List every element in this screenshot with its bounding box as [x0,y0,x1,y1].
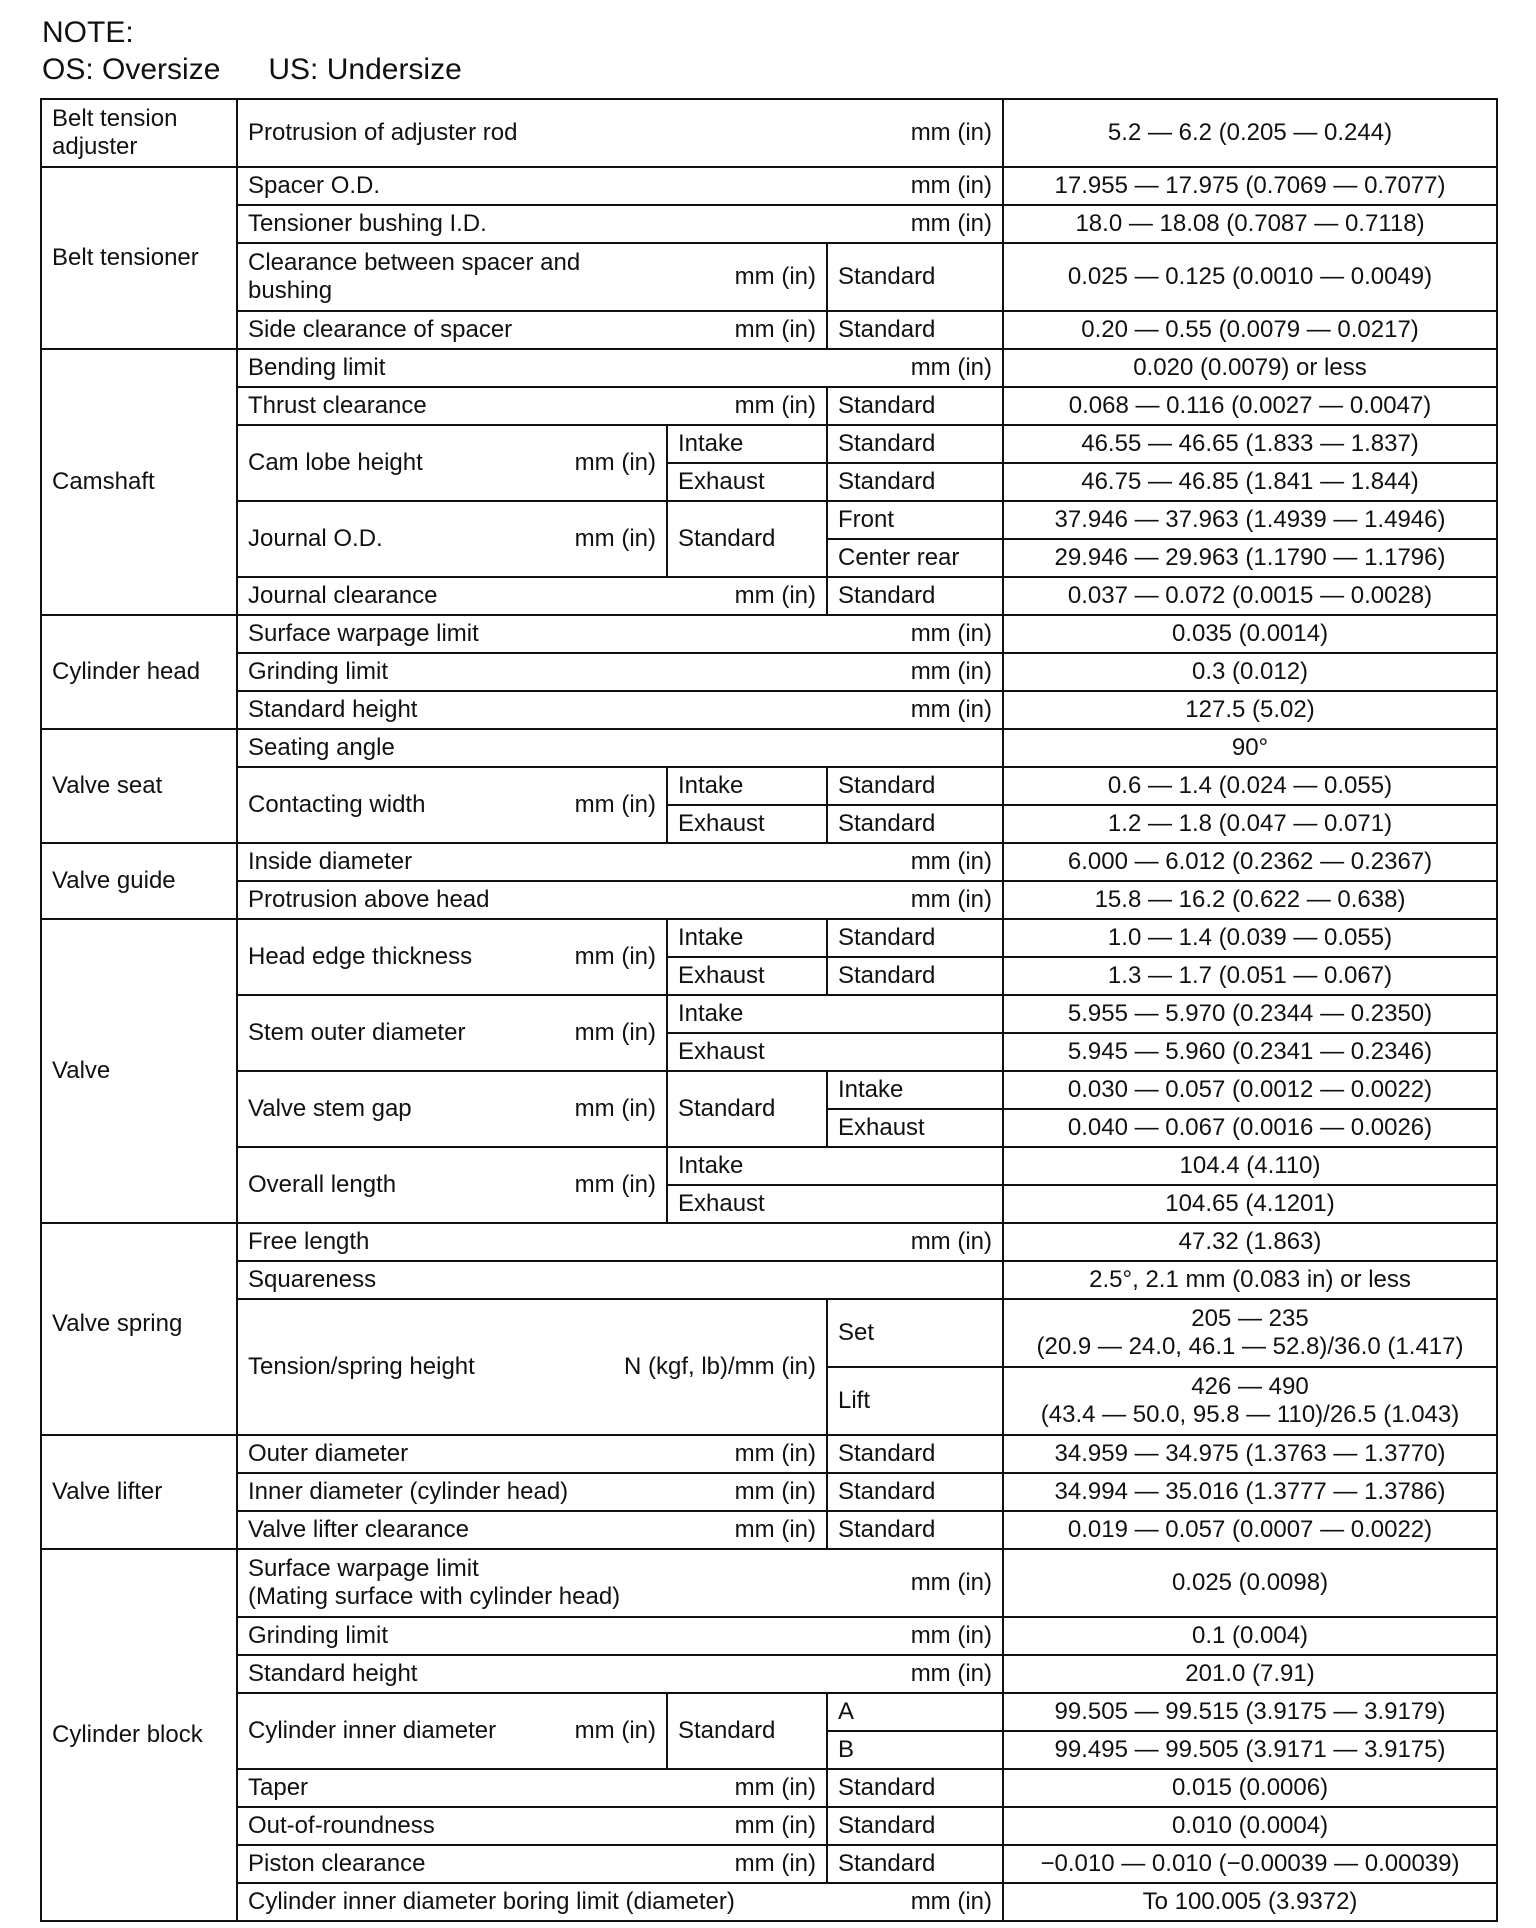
sub-cell: Lift [827,1367,1003,1435]
item-cell: Stem outer diameter mm (in) [237,995,667,1071]
item-cell: Bending limit mm (in) [237,349,1003,387]
value-cell: To 100.005 (3.9372) [1003,1883,1497,1921]
condition-cell: Standard [827,1435,1003,1473]
condition-cell: Standard [827,577,1003,615]
sub-cell: Exhaust [667,957,827,995]
value-cell: 18.0 — 18.08 (0.7087 — 0.7118) [1003,205,1497,243]
table-row [41,349,1497,387]
value-cell: 1.3 — 1.7 (0.051 — 0.067) [1003,957,1497,995]
value-cell: 15.8 — 16.2 (0.622 — 0.638) [1003,881,1497,919]
table-row [41,1299,1497,1367]
condition-cell: Standard [827,243,1003,311]
value-cell: 0.025 — 0.125 (0.0010 — 0.0049) [1003,243,1497,311]
sub-cell: Exhaust [827,1109,1003,1147]
table-row [41,1693,1497,1731]
value-cell: 205 — 235 (20.9 — 24.0, 46.1 — 52.8)/36.0 (1.417) [1003,1299,1497,1367]
value-cell: 0.025 (0.0098) [1003,1549,1497,1617]
table-row [41,243,1497,311]
value-cell: 0.010 (0.0004) [1003,1807,1497,1845]
condition-cell: Standard [827,463,1003,501]
table-row [41,767,1497,805]
sub-cell: Center rear [827,539,1003,577]
value-cell: 29.946 — 29.963 (1.1790 — 1.1796) [1003,539,1497,577]
value-cell: 0.20 — 0.55 (0.0079 — 0.0217) [1003,311,1497,349]
group-label: Cylinder block [41,1549,237,1921]
value-cell: 104.65 (4.1201) [1003,1185,1497,1223]
sub-cell: Intake [667,425,827,463]
item-cell: Overall length mm (in) [237,1147,667,1223]
condition-cell: Standard [827,387,1003,425]
group-label: Valve guide [41,843,237,919]
group-label: Valve lifter [41,1435,237,1549]
table-row [41,1261,1497,1299]
table-row [41,1807,1497,1845]
value-cell: 47.32 (1.863) [1003,1223,1497,1261]
condition-cell: Standard [827,1845,1003,1883]
item-cell: Surface warpage limit mm (in) [237,615,1003,653]
sub-cell: Exhaust [667,1033,1003,1071]
note-oversize: OS: Oversize [42,53,221,86]
item-cell: Out-of-roundness mm (in) [237,1807,827,1845]
item-cell: Inner diameter (cylinder head) mm (in) [237,1473,827,1511]
note-block [42,14,462,88]
table-row [41,653,1497,691]
table-row [41,1617,1497,1655]
item-cell: Side clearance of spacer mm (in) [237,311,827,349]
value-cell: 46.75 — 46.85 (1.841 — 1.844) [1003,463,1497,501]
table-row [41,577,1497,615]
item-cell: Protrusion of adjuster rod mm (in) [237,99,1003,167]
sub-cell: Front [827,501,1003,539]
sub-cell: A [827,1693,1003,1731]
table-row [41,1473,1497,1511]
table-row [41,501,1497,539]
item-cell: Journal clearance mm (in) [237,577,827,615]
condition-cell: Standard [827,425,1003,463]
table-row [41,1071,1497,1109]
value-cell: 37.946 — 37.963 (1.4939 — 1.4946) [1003,501,1497,539]
note-legend [42,51,462,88]
value-cell: 127.5 (5.02) [1003,691,1497,729]
item-cell: Valve stem gap mm (in) [237,1071,667,1147]
item-cell: Cam lobe height mm (in) [237,425,667,501]
value-cell: 0.019 — 0.057 (0.0007 — 0.0022) [1003,1511,1497,1549]
table-row [41,425,1497,463]
group-label: Belt tension adjuster [41,99,237,167]
value-cell: 0.3 (0.012) [1003,653,1497,691]
table-row [41,843,1497,881]
item-cell: Clearance between spacer and bushing mm (in) [237,243,827,311]
item-cell: Contacting width mm (in) [237,767,667,843]
spec-table [40,98,1498,1922]
table-row [41,1511,1497,1549]
item-cell: Head edge thickness mm (in) [237,919,667,995]
group-label: Valve seat [41,729,237,843]
value-cell: −0.010 — 0.010 (−0.00039 — 0.00039) [1003,1845,1497,1883]
group-label: Camshaft [41,349,237,615]
value-cell: 201.0 (7.91) [1003,1655,1497,1693]
table-row [41,1883,1497,1921]
value-cell: 0.030 — 0.057 (0.0012 — 0.0022) [1003,1071,1497,1109]
value-cell: 0.020 (0.0079) or less [1003,349,1497,387]
item-cell: Cylinder inner diameter mm (in) [237,1693,667,1769]
value-cell: 5.2 — 6.2 (0.205 — 0.244) [1003,99,1497,167]
value-cell: 6.000 — 6.012 (0.2362 — 0.2367) [1003,843,1497,881]
table-row [41,167,1497,205]
item-cell: Valve lifter clearance mm (in) [237,1511,827,1549]
table-row [41,99,1497,167]
item-cell: Tension/spring height N (kgf, lb)/mm (in) [237,1299,827,1435]
item-cell: Piston clearance mm (in) [237,1845,827,1883]
item-cell: Seating angle [237,729,1003,767]
item-cell: Protrusion above head mm (in) [237,881,1003,919]
value-cell: 90° [1003,729,1497,767]
condition-cell: Standard [827,1473,1003,1511]
item-cell: Thrust clearance mm (in) [237,387,827,425]
condition-cell: Standard [827,919,1003,957]
item-cell: Squareness [237,1261,1003,1299]
table-row [41,729,1497,767]
value-cell: 34.994 — 35.016 (1.3777 — 1.3786) [1003,1473,1497,1511]
value-cell: 426 — 490 (43.4 — 50.0, 95.8 — 110)/26.5 (1.043) [1003,1367,1497,1435]
condition-cell: Standard [827,767,1003,805]
table-row [41,1147,1497,1185]
sub-cell: Intake [827,1071,1003,1109]
condition-cell: Standard [827,1769,1003,1807]
value-cell: 0.037 — 0.072 (0.0015 — 0.0028) [1003,577,1497,615]
table-row [41,995,1497,1033]
table-row [41,1549,1497,1617]
condition-cell: Standard [667,1071,827,1147]
item-cell: Grinding limit mm (in) [237,1617,1003,1655]
item-cell: Taper mm (in) [237,1769,827,1807]
value-cell: 5.955 — 5.970 (0.2344 — 0.2350) [1003,995,1497,1033]
value-cell: 104.4 (4.110) [1003,1147,1497,1185]
value-cell: 99.505 — 99.515 (3.9175 — 3.9179) [1003,1693,1497,1731]
value-cell: 1.2 — 1.8 (0.047 — 0.071) [1003,805,1497,843]
condition-cell: Standard [827,957,1003,995]
value-cell: 17.955 — 17.975 (0.7069 — 0.7077) [1003,167,1497,205]
item-cell: Cylinder inner diameter boring limit (diameter) mm (in) [237,1883,1003,1921]
condition-cell: Standard [827,1511,1003,1549]
sub-cell: Intake [667,767,827,805]
value-cell: 34.959 — 34.975 (1.3763 — 1.3770) [1003,1435,1497,1473]
table-row [41,1769,1497,1807]
condition-cell: Standard [827,805,1003,843]
sub-cell: Intake [667,995,1003,1033]
item-cell: Free length mm (in) [237,1223,1003,1261]
value-cell: 1.0 — 1.4 (0.039 — 0.055) [1003,919,1497,957]
group-label: Cylinder head [41,615,237,729]
group-label: Belt tensioner [41,167,237,349]
condition-cell: Standard [827,311,1003,349]
condition-cell: Standard [667,1693,827,1769]
item-cell: Outer diameter mm (in) [237,1435,827,1473]
sub-cell: Exhaust [667,463,827,501]
item-cell: Inside diameter mm (in) [237,843,1003,881]
group-label: Valve spring [41,1223,237,1435]
table-row [41,387,1497,425]
value-cell: 5.945 — 5.960 (0.2341 — 0.2346) [1003,1033,1497,1071]
value-cell: 0.1 (0.004) [1003,1617,1497,1655]
item-cell: Journal O.D. mm (in) [237,501,667,577]
item-cell: Spacer O.D. mm (in) [237,167,1003,205]
group-label: Valve [41,919,237,1223]
condition-cell: Standard [827,1807,1003,1845]
note-undersize: US: Undersize [268,53,462,86]
sub-cell: Exhaust [667,1185,1003,1223]
value-cell: 0.040 — 0.067 (0.0016 — 0.0026) [1003,1109,1497,1147]
value-cell: 46.55 — 46.65 (1.833 — 1.837) [1003,425,1497,463]
condition-cell: Standard [667,501,827,577]
table-row [41,1845,1497,1883]
item-cell: Grinding limit mm (in) [237,653,1003,691]
table-row [41,1223,1497,1261]
value-cell: 0.015 (0.0006) [1003,1769,1497,1807]
value-cell: 0.068 — 0.116 (0.0027 — 0.0047) [1003,387,1497,425]
table-row [41,919,1497,957]
table-row [41,1655,1497,1693]
table-row [41,691,1497,729]
value-cell: 0.035 (0.0014) [1003,615,1497,653]
sub-cell: Exhaust [667,805,827,843]
table-row [41,881,1497,919]
sub-cell: Intake [667,1147,1003,1185]
sub-cell: Intake [667,919,827,957]
item-cell: Surface warpage limit (Mating surface with cylinder head) mm (in) [237,1549,1003,1617]
sub-cell: Set [827,1299,1003,1367]
note-title: NOTE: [42,16,134,49]
item-cell: Tensioner bushing I.D. mm (in) [237,205,1003,243]
sub-cell: B [827,1731,1003,1769]
value-cell: 2.5°, 2.1 mm (0.083 in) or less [1003,1261,1497,1299]
table-row [41,615,1497,653]
table-row [41,205,1497,243]
item-cell: Standard height mm (in) [237,1655,1003,1693]
table-row [41,1435,1497,1473]
value-cell: 0.6 — 1.4 (0.024 — 0.055) [1003,767,1497,805]
item-cell: Standard height mm (in) [237,691,1003,729]
value-cell: 99.495 — 99.505 (3.9171 — 3.9175) [1003,1731,1497,1769]
table-row [41,311,1497,349]
